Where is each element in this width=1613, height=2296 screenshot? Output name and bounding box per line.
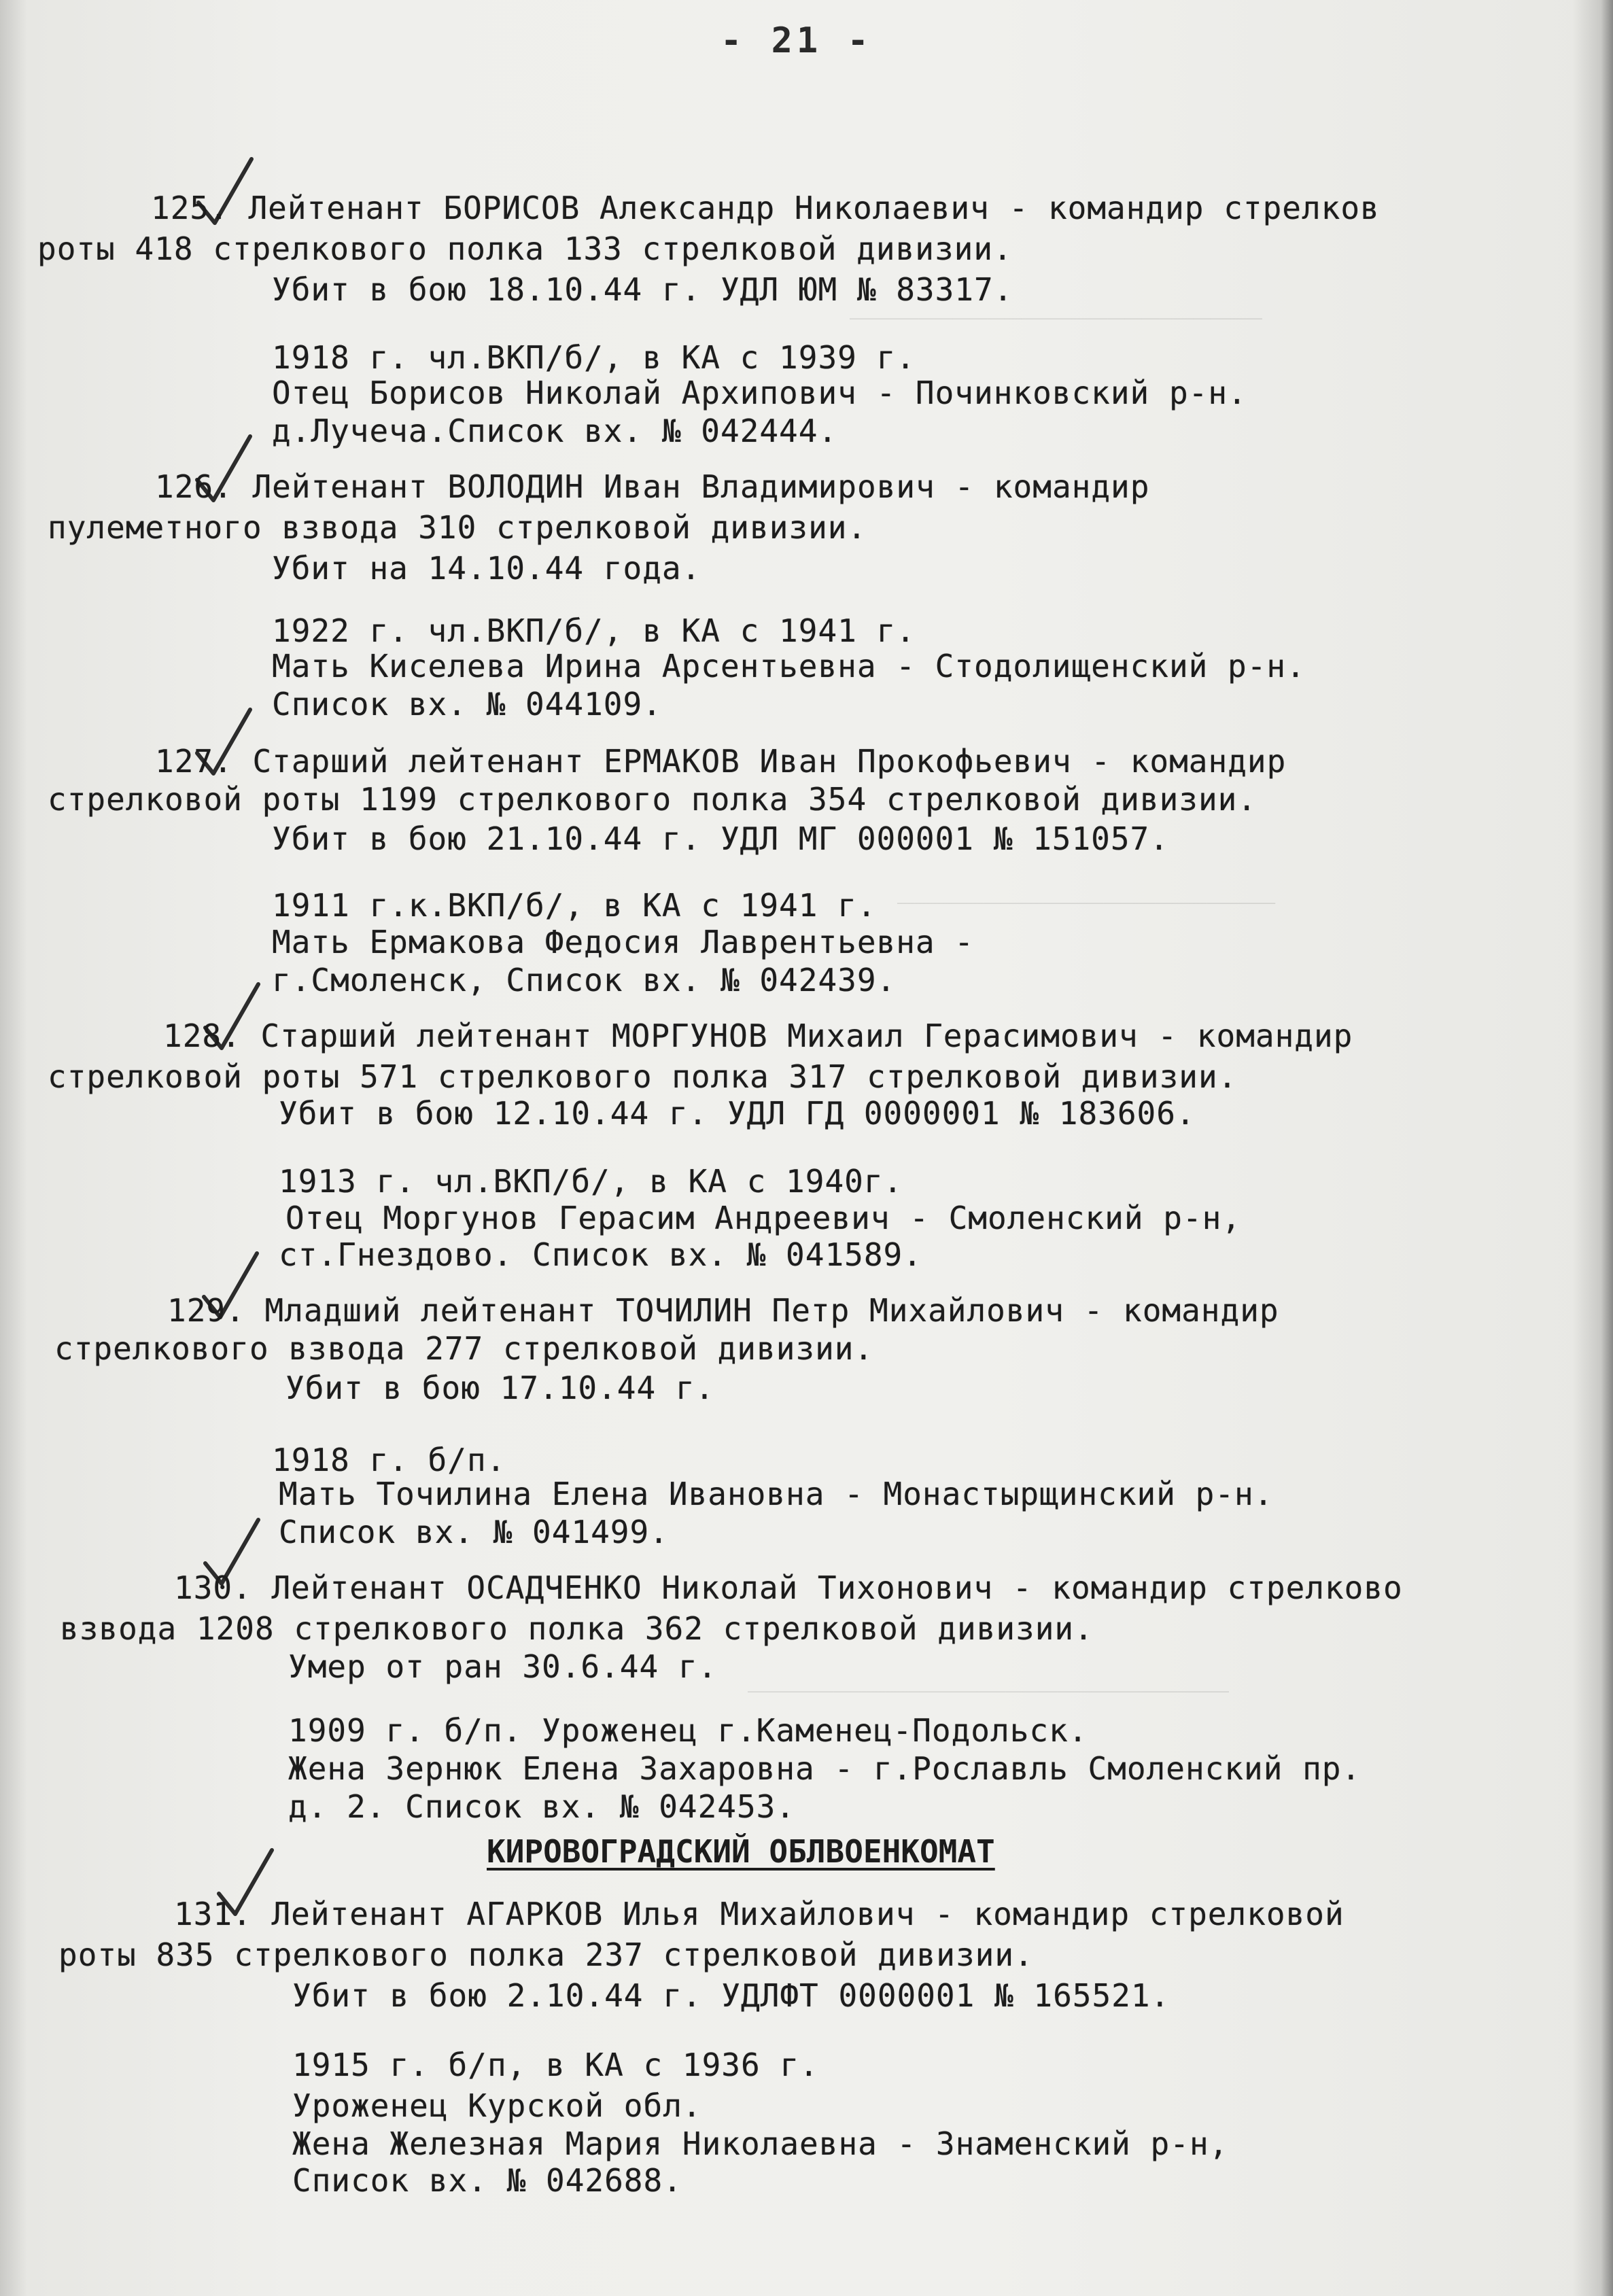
entry-line: ст.Гнездово. Список вх. № 041589. (279, 1236, 922, 1273)
entry-line: г.Смоленск, Список вх. № 042439. (272, 962, 897, 998)
entry-line: стрелковой роты 1199 стрелкового полка 354 стрелковой дивизии. (48, 781, 1258, 818)
entry-line: Мать Точилина Елена Ивановна - Монастырщинский р-н. (279, 1476, 1274, 1512)
entry-line: стрелкового взвода 277 стрелковой дивизии. (54, 1330, 874, 1367)
entry-line: Список вх. № 042688. (292, 2162, 682, 2199)
entry-line: Мать Киселева Ирина Арсентьевна - Стодолищенский р-н. (272, 648, 1306, 684)
scan-left-shadow (0, 0, 27, 2296)
entry-line: 130. Лейтенант ОСАДЧЕНКО Николай Тихонович - командир стрелково (174, 1569, 1403, 1606)
entry-line: Жена Зернюк Елена Захаровна - г.Рославль Смоленский пр. (288, 1750, 1361, 1787)
bleed-through: ____________________________ (748, 1659, 1230, 1692)
entry-line: Отец Моргунов Герасим Андреевич - Смоленский р-н, (285, 1200, 1242, 1236)
bleed-through: ________________________ (850, 286, 1262, 319)
entry-line: 131. Лейтенант АГАРКОВ Илья Михайлович - командир стрелковой (174, 1896, 1345, 1932)
entry-line: Убит в бою 12.10.44 г. УДЛ ГД 0000001 № 183606. (279, 1095, 1196, 1132)
entry-line: 128. Старший лейтенант МОРГУНОВ Михаил Герасимович - командир (163, 1017, 1353, 1054)
entry-line: взвода 1208 стрелкового полка 362 стрелковой дивизии. (60, 1610, 1094, 1647)
entry-line: 1915 г. б/п, в КА с 1936 г. (292, 2047, 819, 2083)
entry-line: Список вх. № 044109. (272, 686, 662, 723)
entry-line: д.Лучеча.Список вх. № 042444. (272, 413, 838, 449)
entry-line: Умер от ран 30.6.44 г. (288, 1648, 718, 1685)
entry-line: 129. Младший лейтенант ТОЧИЛИН Петр Михайлович - командир (167, 1292, 1279, 1329)
entry-line: Жена Железная Мария Николаевна - Знаменский р-н, (292, 2125, 1229, 2162)
page-number: - 21 - (721, 20, 873, 61)
entry-line: Отец Борисов Николай Архипович - Починковский р-н. (272, 375, 1247, 411)
entry-line: 1913 г. чл.ВКП/б/, в КА с 1940г. (279, 1163, 903, 1200)
entry-line: Убит в бою 21.10.44 г. УДЛ МГ 000001 № 151057. (272, 820, 1169, 857)
entry-line: Убит в бою 2.10.44 г. УДЛФТ 0000001 № 165521. (292, 1977, 1170, 2014)
entry-line: Убит на 14.10.44 года. (272, 550, 701, 587)
entry-line: пулеметного взвода 310 стрелковой дивизии. (48, 509, 867, 546)
entry-line: Мать Ермакова Федосия Лаврентьевна - (272, 924, 974, 960)
scan-right-shadow (1572, 0, 1613, 2296)
entry-line: 1909 г. б/п. Уроженец г.Каменец-Подольск. (288, 1712, 1088, 1749)
entry-line: 1922 г. чл.ВКП/б/, в КА с 1941 г. (272, 612, 916, 649)
entry-line: 1911 г.к.ВКП/б/, в КА с 1941 г. (272, 887, 877, 924)
entry-line: Список вх. № 041499. (279, 1514, 669, 1550)
bleed-through: ______________________ (897, 871, 1276, 904)
entry-line: стрелковой роты 571 стрелкового полка 317 стрелковой дивизии. (48, 1058, 1238, 1095)
entry-line: д. 2. Список вх. № 042453. (288, 1788, 796, 1825)
entry-line: 125. Лейтенант БОРИСОВ Александр Николаевич - командир стрелков (151, 190, 1380, 226)
entry-line: роты 418 стрелкового полка 133 стрелковой дивизии. (37, 230, 1013, 267)
entry-line: Убит в бою 18.10.44 г. УДЛ ЮМ № 83317. (272, 271, 1013, 308)
entry-line: 126. Лейтенант ВОЛОДИН Иван Владимирович - командир (155, 468, 1150, 505)
entry-line: Уроженец Курской обл. (292, 2087, 702, 2124)
entry-line: 1918 г. чл.ВКП/б/, в КА с 1939 г. (272, 339, 916, 376)
entry-line: 127. Старший лейтенант ЕРМАКОВ Иван Прокофьевич - командир (155, 743, 1287, 780)
entry-line: роты 835 стрелкового полка 237 стрелковой дивизии. (58, 1936, 1034, 1973)
entry-line: 1918 г. б/п. (272, 1442, 506, 1478)
entry-line: Убит в бою 17.10.44 г. (285, 1370, 715, 1406)
section-heading: КИРОВОГРАДСКИЙ ОБЛВОЕНКОМАТ (487, 1833, 995, 1870)
